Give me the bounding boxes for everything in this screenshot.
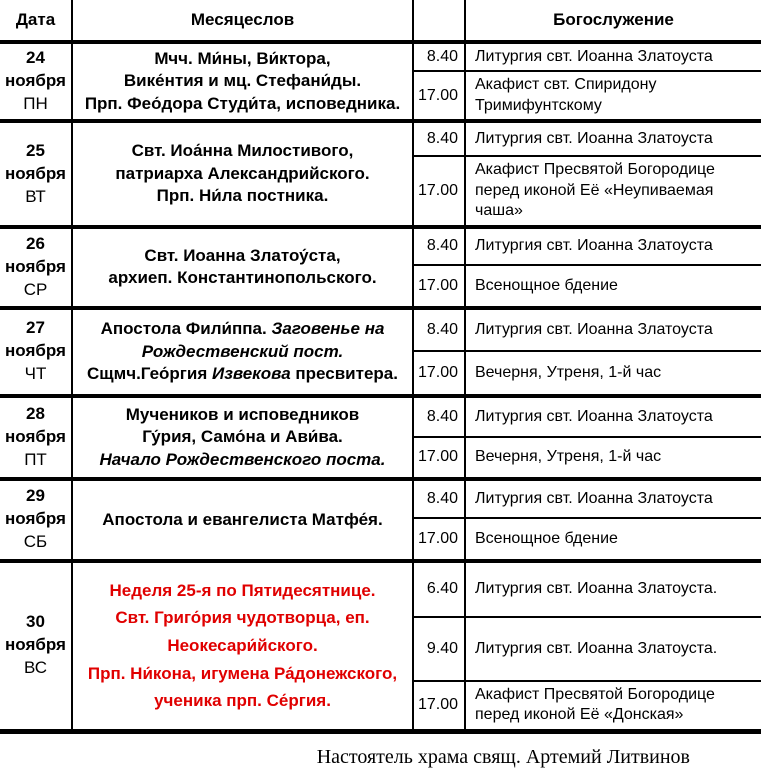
service-name: Литургия свт. Иоанна Златоуста xyxy=(465,308,761,351)
rector-signature: Настоятель храма свящ. Артемий Литвинов xyxy=(316,745,690,768)
date-cell xyxy=(0,308,72,396)
date-month: ноября xyxy=(5,635,66,655)
service-time: 6.40 xyxy=(413,561,465,617)
column-header-time xyxy=(413,0,465,42)
service-time: 17.00 xyxy=(413,437,465,479)
date-month: ноября xyxy=(5,426,66,446)
table-row xyxy=(0,561,761,617)
service-time: 8.40 xyxy=(413,42,465,71)
table-row xyxy=(0,308,761,351)
header-row xyxy=(0,0,761,42)
service-time: 17.00 xyxy=(413,351,465,396)
column-header-date: Дата xyxy=(0,0,72,42)
service-name: Литургия свт. Иоанна Златоуста xyxy=(465,42,761,71)
date-day: 25 xyxy=(26,140,45,160)
date-cell xyxy=(0,479,72,561)
date-weekday: ПТ xyxy=(24,449,47,469)
service-name: Акафист Пресвятой Богородице перед иконой Её «Донская» xyxy=(465,681,761,731)
service-time: 8.40 xyxy=(413,396,465,437)
service-name: Литургия свт. Иоанна Златоуста. xyxy=(465,561,761,617)
column-header-menologion: Месяцеслов xyxy=(72,0,413,42)
date-cell xyxy=(0,561,72,731)
service-name: Всенощное бдение xyxy=(465,518,761,561)
table-row xyxy=(0,121,761,156)
service-name: Всенощное бдение xyxy=(465,265,761,308)
table-row xyxy=(0,227,761,265)
service-time: 17.00 xyxy=(413,156,465,226)
menology-cell: Апостола и евангелиста Матфе́я. xyxy=(72,479,413,561)
date-cell xyxy=(0,121,72,226)
service-name: Литургия свт. Иоанна Златоуста xyxy=(465,121,761,156)
service-time: 17.00 xyxy=(413,681,465,731)
service-time: 8.40 xyxy=(413,227,465,265)
service-name: Акафист свт. Спиридону Тримифунтскому xyxy=(465,71,761,121)
date-weekday: ВС xyxy=(23,658,48,678)
service-time: 9.40 xyxy=(413,617,465,681)
date-day: 27 xyxy=(26,318,45,338)
service-name: Литургия свт. Иоанна Златоуста xyxy=(465,227,761,265)
date-cell xyxy=(0,396,72,479)
date-month: ноября xyxy=(5,341,66,361)
service-time: 8.40 xyxy=(413,121,465,156)
table-row xyxy=(0,479,761,518)
service-time: 8.40 xyxy=(413,479,465,518)
date-day: 29 xyxy=(26,486,45,506)
date-month: ноября xyxy=(5,256,66,276)
date-month: ноября xyxy=(5,163,66,183)
date-weekday: ЧТ xyxy=(24,364,47,384)
menology-cell: Апостола Фили́ппа. Заговенье на Рождественский пост. Сщмч.Гео́ргия Извекова пресвитера. xyxy=(72,308,413,396)
menology-cell: Свт. Иоа́нна Милостивого, патриарха Александрийского. Прп. Ни́ла постника. xyxy=(72,121,413,226)
service-name: Литургия свт. Иоанна Златоуста. xyxy=(465,617,761,681)
menology-cell: Свт. Иоанна Златоу́ста, архиеп. Константинопольского. xyxy=(72,227,413,308)
column-header-service: Богослужение xyxy=(465,0,761,42)
service-name: Литургия свт. Иоанна Златоуста xyxy=(465,479,761,518)
menology-cell: Мучеников и исповедников Гу́рия, Само́на и Ави́ва. Начало Рождественского поста. xyxy=(72,396,413,479)
date-month: ноября xyxy=(5,509,66,529)
date-weekday: ПН xyxy=(23,94,48,114)
service-time: 17.00 xyxy=(413,265,465,308)
table-row xyxy=(0,42,761,71)
service-name: Вечерня, Утреня, 1-й час xyxy=(465,437,761,479)
date-weekday: ВТ xyxy=(25,186,46,206)
date-month: ноября xyxy=(5,71,66,91)
menology-cell-sunday: Неделя 25-я по Пятидесятнице. Свт. Григо́рия чудотворца, еп. Неокесари́йского. Прп. Ни́кона, игумена Ра́донежского, ученика прп. Се́ргия. xyxy=(72,561,413,731)
service-name: Литургия свт. Иоанна Златоуста xyxy=(465,396,761,437)
date-weekday: СБ xyxy=(23,532,48,552)
date-day: 24 xyxy=(26,48,45,68)
service-name: Вечерня, Утреня, 1-й час xyxy=(465,351,761,396)
date-day: 28 xyxy=(26,403,45,423)
date-cell xyxy=(0,42,72,121)
menology-cell: Мчч. Ми́ны, Ви́ктора, Вике́нтия и мц. Стефани́ды. Прп. Фео́дора Студи́та, исповедника. xyxy=(72,42,413,121)
date-cell xyxy=(0,227,72,308)
service-time: 17.00 xyxy=(413,518,465,561)
service-time: 17.00 xyxy=(413,71,465,121)
date-day: 26 xyxy=(26,233,45,253)
service-name: Акафист Пресвятой Богородице перед иконой Её «Неупиваемая чаша» xyxy=(465,156,761,226)
table-row xyxy=(0,396,761,437)
date-day: 30 xyxy=(26,612,45,632)
service-time: 8.40 xyxy=(413,308,465,351)
date-weekday: СР xyxy=(23,279,48,299)
